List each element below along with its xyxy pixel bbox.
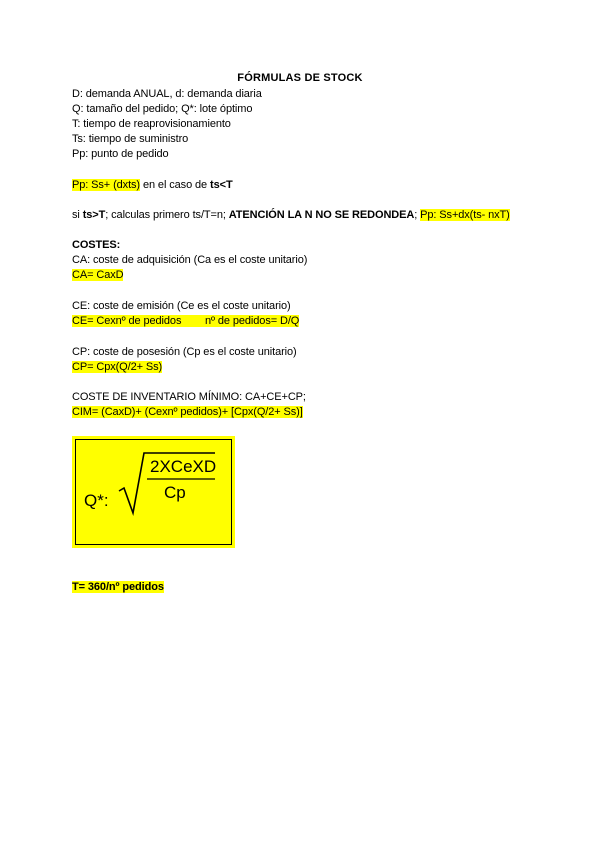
ca-description: CA: coste de adquisición (Ca es el coste unitario) <box>72 254 308 266</box>
ca-formula: CA= CaxD <box>72 269 124 281</box>
ce-description: CE: coste de emisión (Ce es el coste unitario) <box>72 300 291 312</box>
q-optimo-formula-box <box>72 436 235 548</box>
ce-formula-line <box>72 314 299 328</box>
ce-formula: CE= Cexnº de pedidos nº de pedidos= D/Q <box>72 315 300 327</box>
cim-formula: CIM= (CaxD)+ (Cexnº pedidos)+ [Cpx(Q/2+ Ss)] <box>72 406 303 418</box>
q-optimo-numerator: 2XCeXD <box>150 457 217 476</box>
pp-rule-text: en el caso de <box>139 179 211 191</box>
pp-formula: Pp: Ss+ (dxts) <box>72 179 140 191</box>
cp-formula-line <box>72 360 162 374</box>
definition-reorder-point: Pp: punto de pedido <box>72 148 169 160</box>
ts-warning: ATENCIÓN LA N NO SE REDONDEA <box>228 209 415 221</box>
cim-description: COSTE DE INVENTARIO MÍNIMO: CA+CE+CP; <box>72 391 306 403</box>
q-optimo-label: Q*: <box>84 491 109 510</box>
page-title: FÓRMULAS DE STOCK <box>237 72 363 84</box>
ce-pedidos: nº de pedidos= D/Q <box>205 315 300 327</box>
cim-formula-line <box>72 405 303 419</box>
q-optimo-denominator: Cp <box>164 483 186 502</box>
ts-rule-middle: ; calculas primero ts/T=n; <box>105 209 229 221</box>
definition-demand: D: demanda ANUAL, d: demanda diaria <box>72 88 262 100</box>
cp-description: CP: coste de posesión (Cp es el coste unitario) <box>72 346 297 358</box>
definition-supply-time: Ts: tiempo de suministro <box>72 133 189 145</box>
definition-order-size: Q: tamaño del pedido; Q*: lote óptimo <box>72 103 253 115</box>
t-formula: T= 360/nº pedidos <box>72 581 164 593</box>
costs-heading: COSTES: <box>72 239 121 251</box>
ts-separator: ; <box>414 209 421 221</box>
definition-replenishment-time: T: tiempo de reaprovisionamiento <box>72 118 231 130</box>
ts-condition: ts>T <box>82 209 106 221</box>
ts-rule-line <box>72 208 510 222</box>
pp-condition: ts<T <box>210 179 233 191</box>
ts-formula: Pp: Ss+dx(ts- nxT) <box>420 209 510 221</box>
q-optimo-formula <box>72 436 235 548</box>
t-formula-line <box>72 580 164 594</box>
ts-rule-prefix: si <box>72 209 83 221</box>
ca-formula-line <box>72 268 123 282</box>
cp-formula: CP= Cpx(Q/2+ Ss) <box>72 361 163 373</box>
pp-rule-line <box>72 178 233 192</box>
